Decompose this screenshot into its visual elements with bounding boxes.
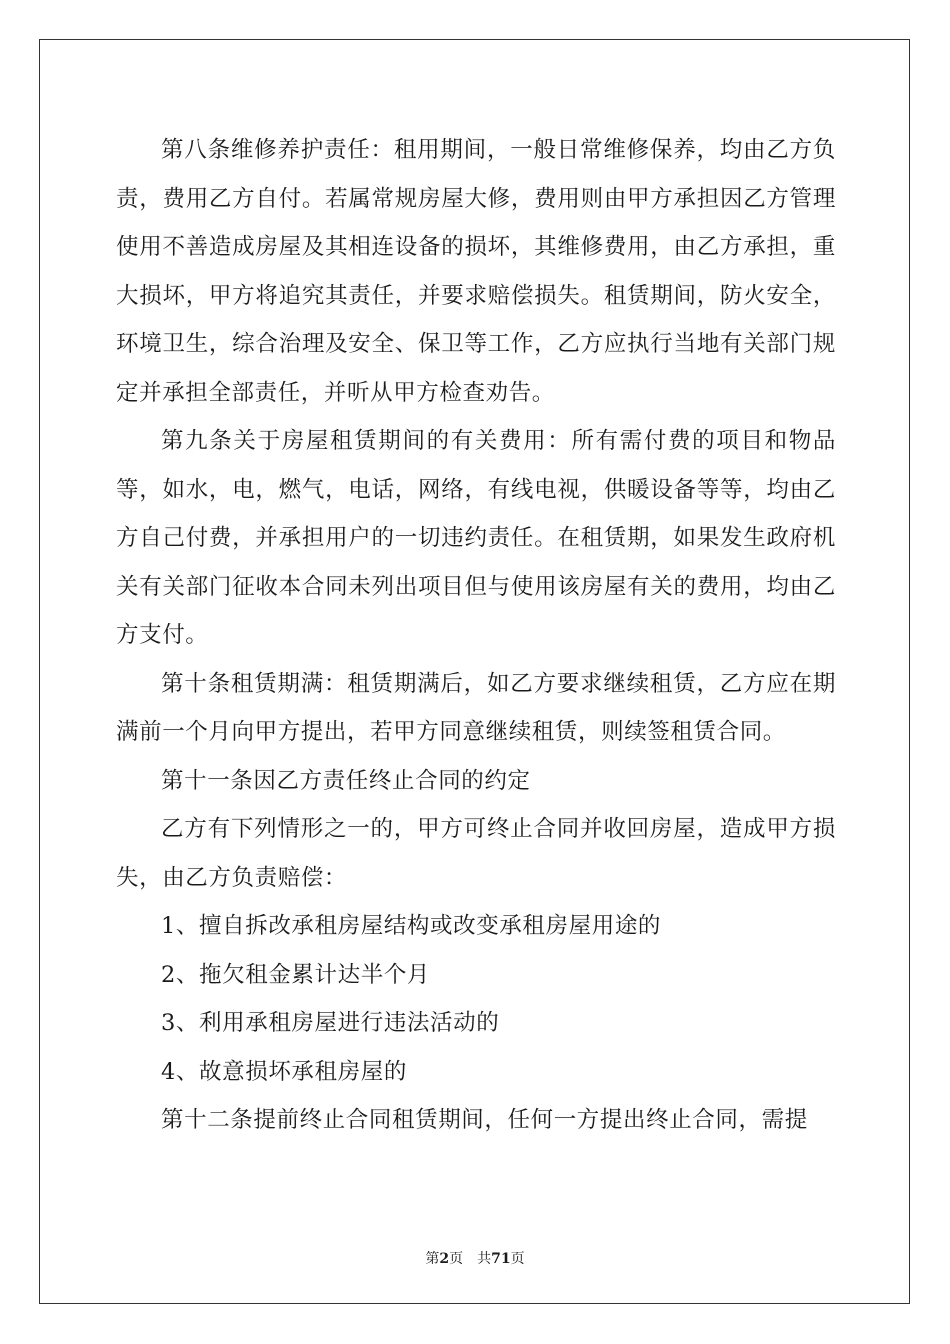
paragraph-article-11-intro: 乙方有下列情形之一的，甲方可终止合同并收回房屋，造成甲方损失，由乙方负责赔偿：: [116, 816, 836, 891]
paragraph-article-8: 第八条维修养护责任：租用期间，一般日常维修保养，均由乙方负责，费用乙方自付。若属常规房屋大修，费用则由甲方承担因乙方管理使用不善造成房屋及其相连设备的损坏，其维修费用，由乙方承担，重大损坏，甲方将追究其责任，并要求赔偿损失。租赁期间，防火安全，环境卫生，综合治理及安全、保卫等工作，乙方应执行当地有关部门规定并承担全部责任，并听从甲方检查劝告。: [116, 137, 836, 406]
paragraph-article-11-heading: 第十一条因乙方责任终止合同的约定: [161, 767, 531, 794]
total-prefix: 共: [477, 1251, 492, 1267]
paragraph-article-10: 第十条租赁期满：租赁期满后，如乙方要求继续租赁，乙方应在期满前一个月向甲方提出，若甲方同意继续租赁，则续签租赁合同。: [116, 670, 836, 745]
list-item-4: 4、故意损坏承租房屋的: [161, 1058, 407, 1085]
paragraph-article-12: 第十二条提前终止合同租赁期间，任何一方提出终止合同，需提: [161, 1107, 808, 1133]
paragraph-article-9: 第九条关于房屋租赁期间的有关费用：所有需付费的项目和物品等，如水，电，燃气，电话，网络，有线电视，供暖设备等等，均由乙方自己付费，并承担用户的一切违约责任。在租赁期，如果发生政府机关有关部门征收本合同未列出项目但与使用该房屋有关的费用，均由乙方支付。: [116, 428, 836, 648]
page-suffix: 页: [449, 1251, 464, 1267]
document-body: [116, 126, 836, 1145]
page-footer: [0, 1248, 950, 1268]
list-item-3: 3、利用承租房屋进行违法活动的: [161, 1010, 500, 1036]
list-item-1: 1、擅自拆改承租房屋结构或改变承租房屋用途的: [161, 913, 662, 939]
list-item-2: 2、拖欠租金累计达半个月: [161, 961, 431, 988]
page-number: 2: [439, 1251, 450, 1267]
page-prefix: 第: [425, 1251, 440, 1267]
total-suffix: 页: [510, 1251, 525, 1267]
total-pages: 71: [491, 1251, 511, 1267]
